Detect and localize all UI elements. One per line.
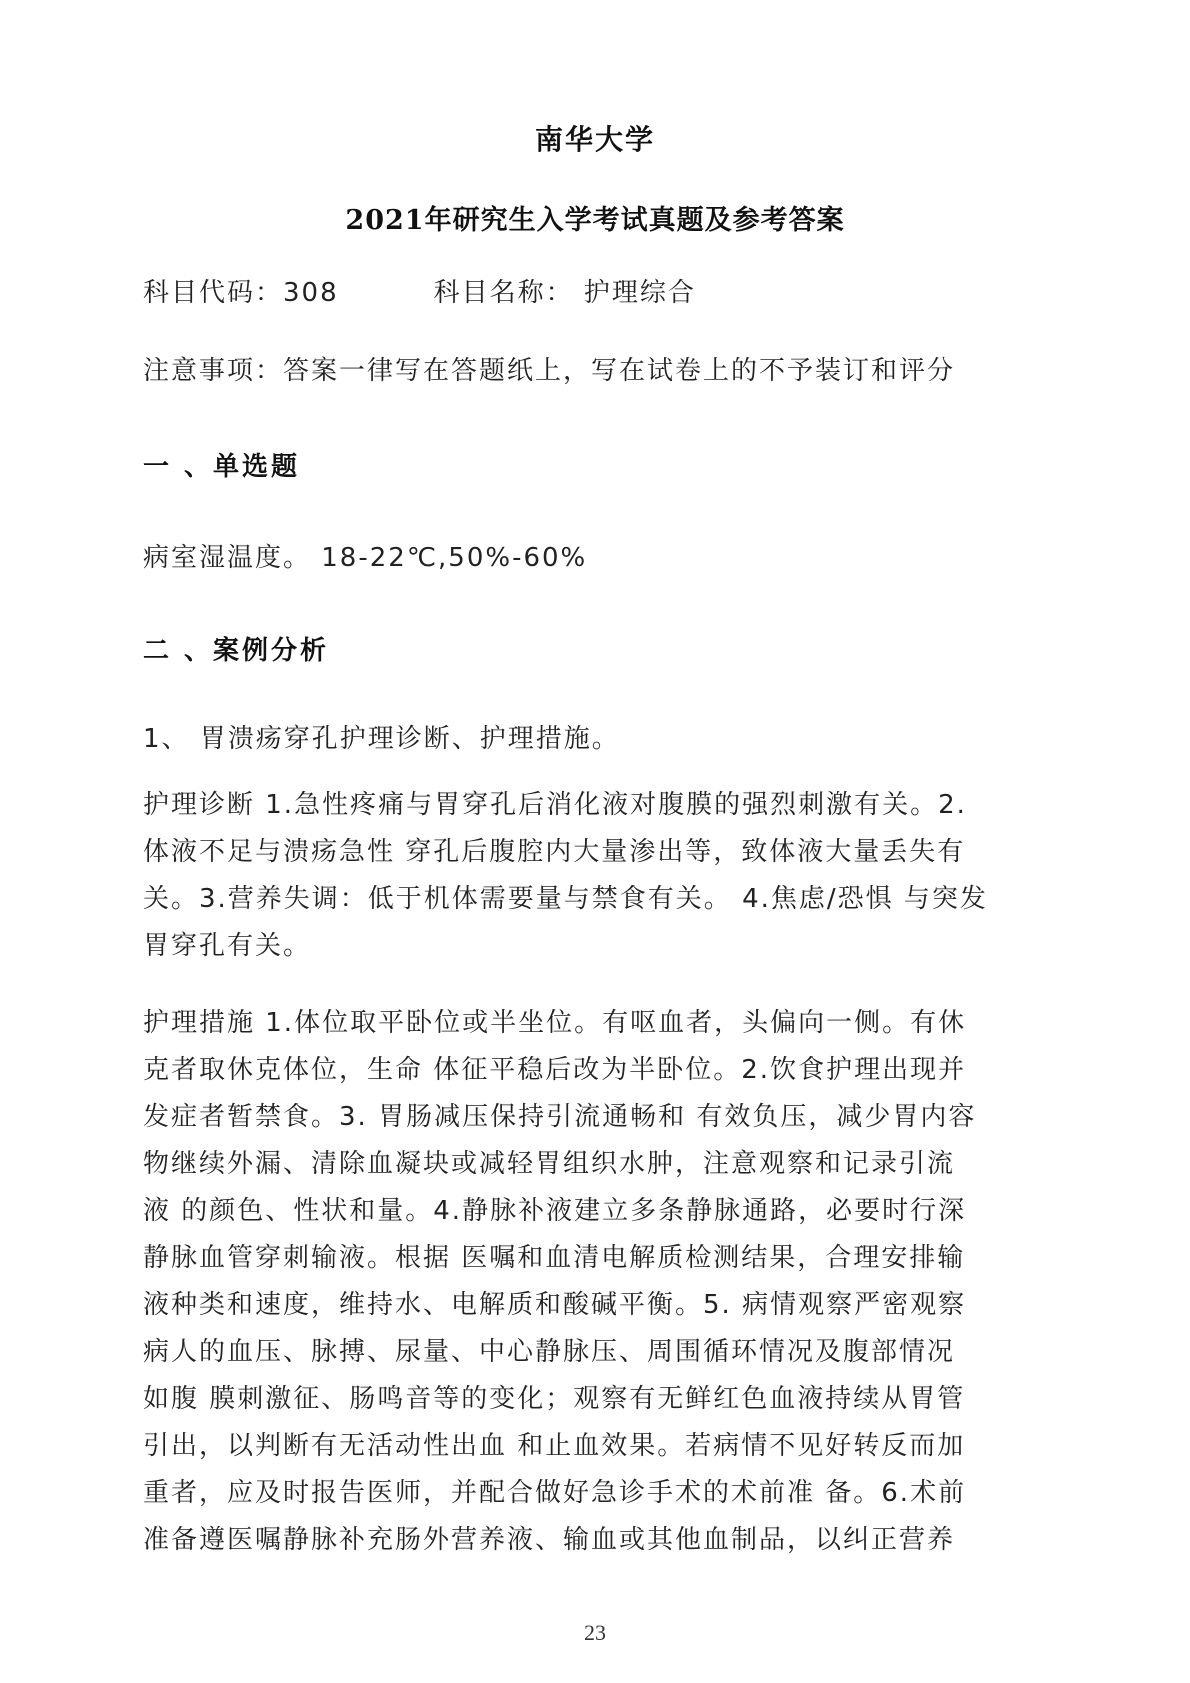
paragraph-line: 如腹 膜刺激征、肠鸣音等的变化；观察有无鲜红色血液持续从胃管 bbox=[143, 1384, 966, 1414]
section-heading-case-analysis: 二 、案例分析 bbox=[143, 636, 330, 666]
paragraph-line: 准备遵医嘱静脉补充肠外营养液、输血或其他血制品，以纠正营养 bbox=[143, 1525, 956, 1555]
paragraph-line: 胃穿孔有关。 bbox=[143, 931, 312, 961]
single-choice-answer: 病室湿温度。 18-22℃,50%-60% bbox=[143, 543, 588, 573]
exam-title: 2021年研究生入学考试真题及参考答案 bbox=[345, 205, 845, 236]
paragraph-line: 关。3.营养失调：低于机体需要量与禁食有关。 4.焦虑/恐惧 与突发 bbox=[143, 884, 988, 914]
nursing-diagnosis-paragraph bbox=[143, 782, 1023, 970]
page-number: 23 bbox=[584, 1620, 606, 1645]
paragraph-line: 液种类和速度，维持水、电解质和酸碱平衡。5. 病情观察严密观察 bbox=[143, 1290, 967, 1320]
school-name: 南华大学 bbox=[534, 123, 655, 156]
paragraph-line: 发症者暂禁食。3. 胃肠减压保持引流通畅和 有效负压，减少胃内容 bbox=[143, 1102, 977, 1132]
paragraph-line: 病人的血压、脉搏、尿量、中心静脉压、周围循环情况及腹部情况 bbox=[143, 1337, 956, 1367]
subject-info bbox=[143, 272, 696, 309]
case-question: 1、 胃溃疡穿孔护理诊断、护理措施。 bbox=[143, 724, 620, 754]
paragraph-line: 物继续外漏、清除血凝块或减轻胃组织水肿，注意观察和记录引流 bbox=[143, 1149, 956, 1179]
paragraph-line: 体液不足与溃疡急性 穿孔后腹腔内大量渗出等，致体液大量丢失有 bbox=[143, 837, 966, 867]
paragraph-line: 克者取休克体位，生命 体征平稳后改为半卧位。2.饮食护理出现并 bbox=[143, 1055, 967, 1085]
nursing-measures-paragraph bbox=[143, 1000, 1023, 1564]
paragraph-line: 静脉血管穿刺输液。根据 医嘱和血清电解质检测结果，合理安排输 bbox=[143, 1243, 966, 1273]
section-heading-single-choice: 一 、单选题 bbox=[143, 452, 301, 482]
subject-code: 科目代码：308 bbox=[143, 278, 339, 308]
paragraph-line: 护理诊断 1.急性疼痛与胃穿孔后消化液对腹膜的强烈刺激有关。2. bbox=[143, 790, 967, 820]
paragraph-line: 液 的颜色、性状和量。4.静脉补液建立多条静脉通路，必要时行深 bbox=[143, 1196, 967, 1226]
subject-name: 科目名称： 护理综合 bbox=[433, 278, 696, 308]
paragraph-line: 引出，以判断有无活动性出血 和止血效果。若病情不见好转反而加 bbox=[143, 1431, 966, 1461]
paragraph-line: 护理措施 1.体位取平卧位或半坐位。有呕血者，头偏向一侧。有休 bbox=[143, 1008, 967, 1038]
exam-notice: 注意事项：答案一律写在答题纸上，写在试卷上的不予装订和评分 bbox=[143, 356, 956, 386]
paragraph-line: 重者，应及时报告医师，并配合做好急诊手术的术前准 备。6.术前 bbox=[143, 1478, 967, 1508]
